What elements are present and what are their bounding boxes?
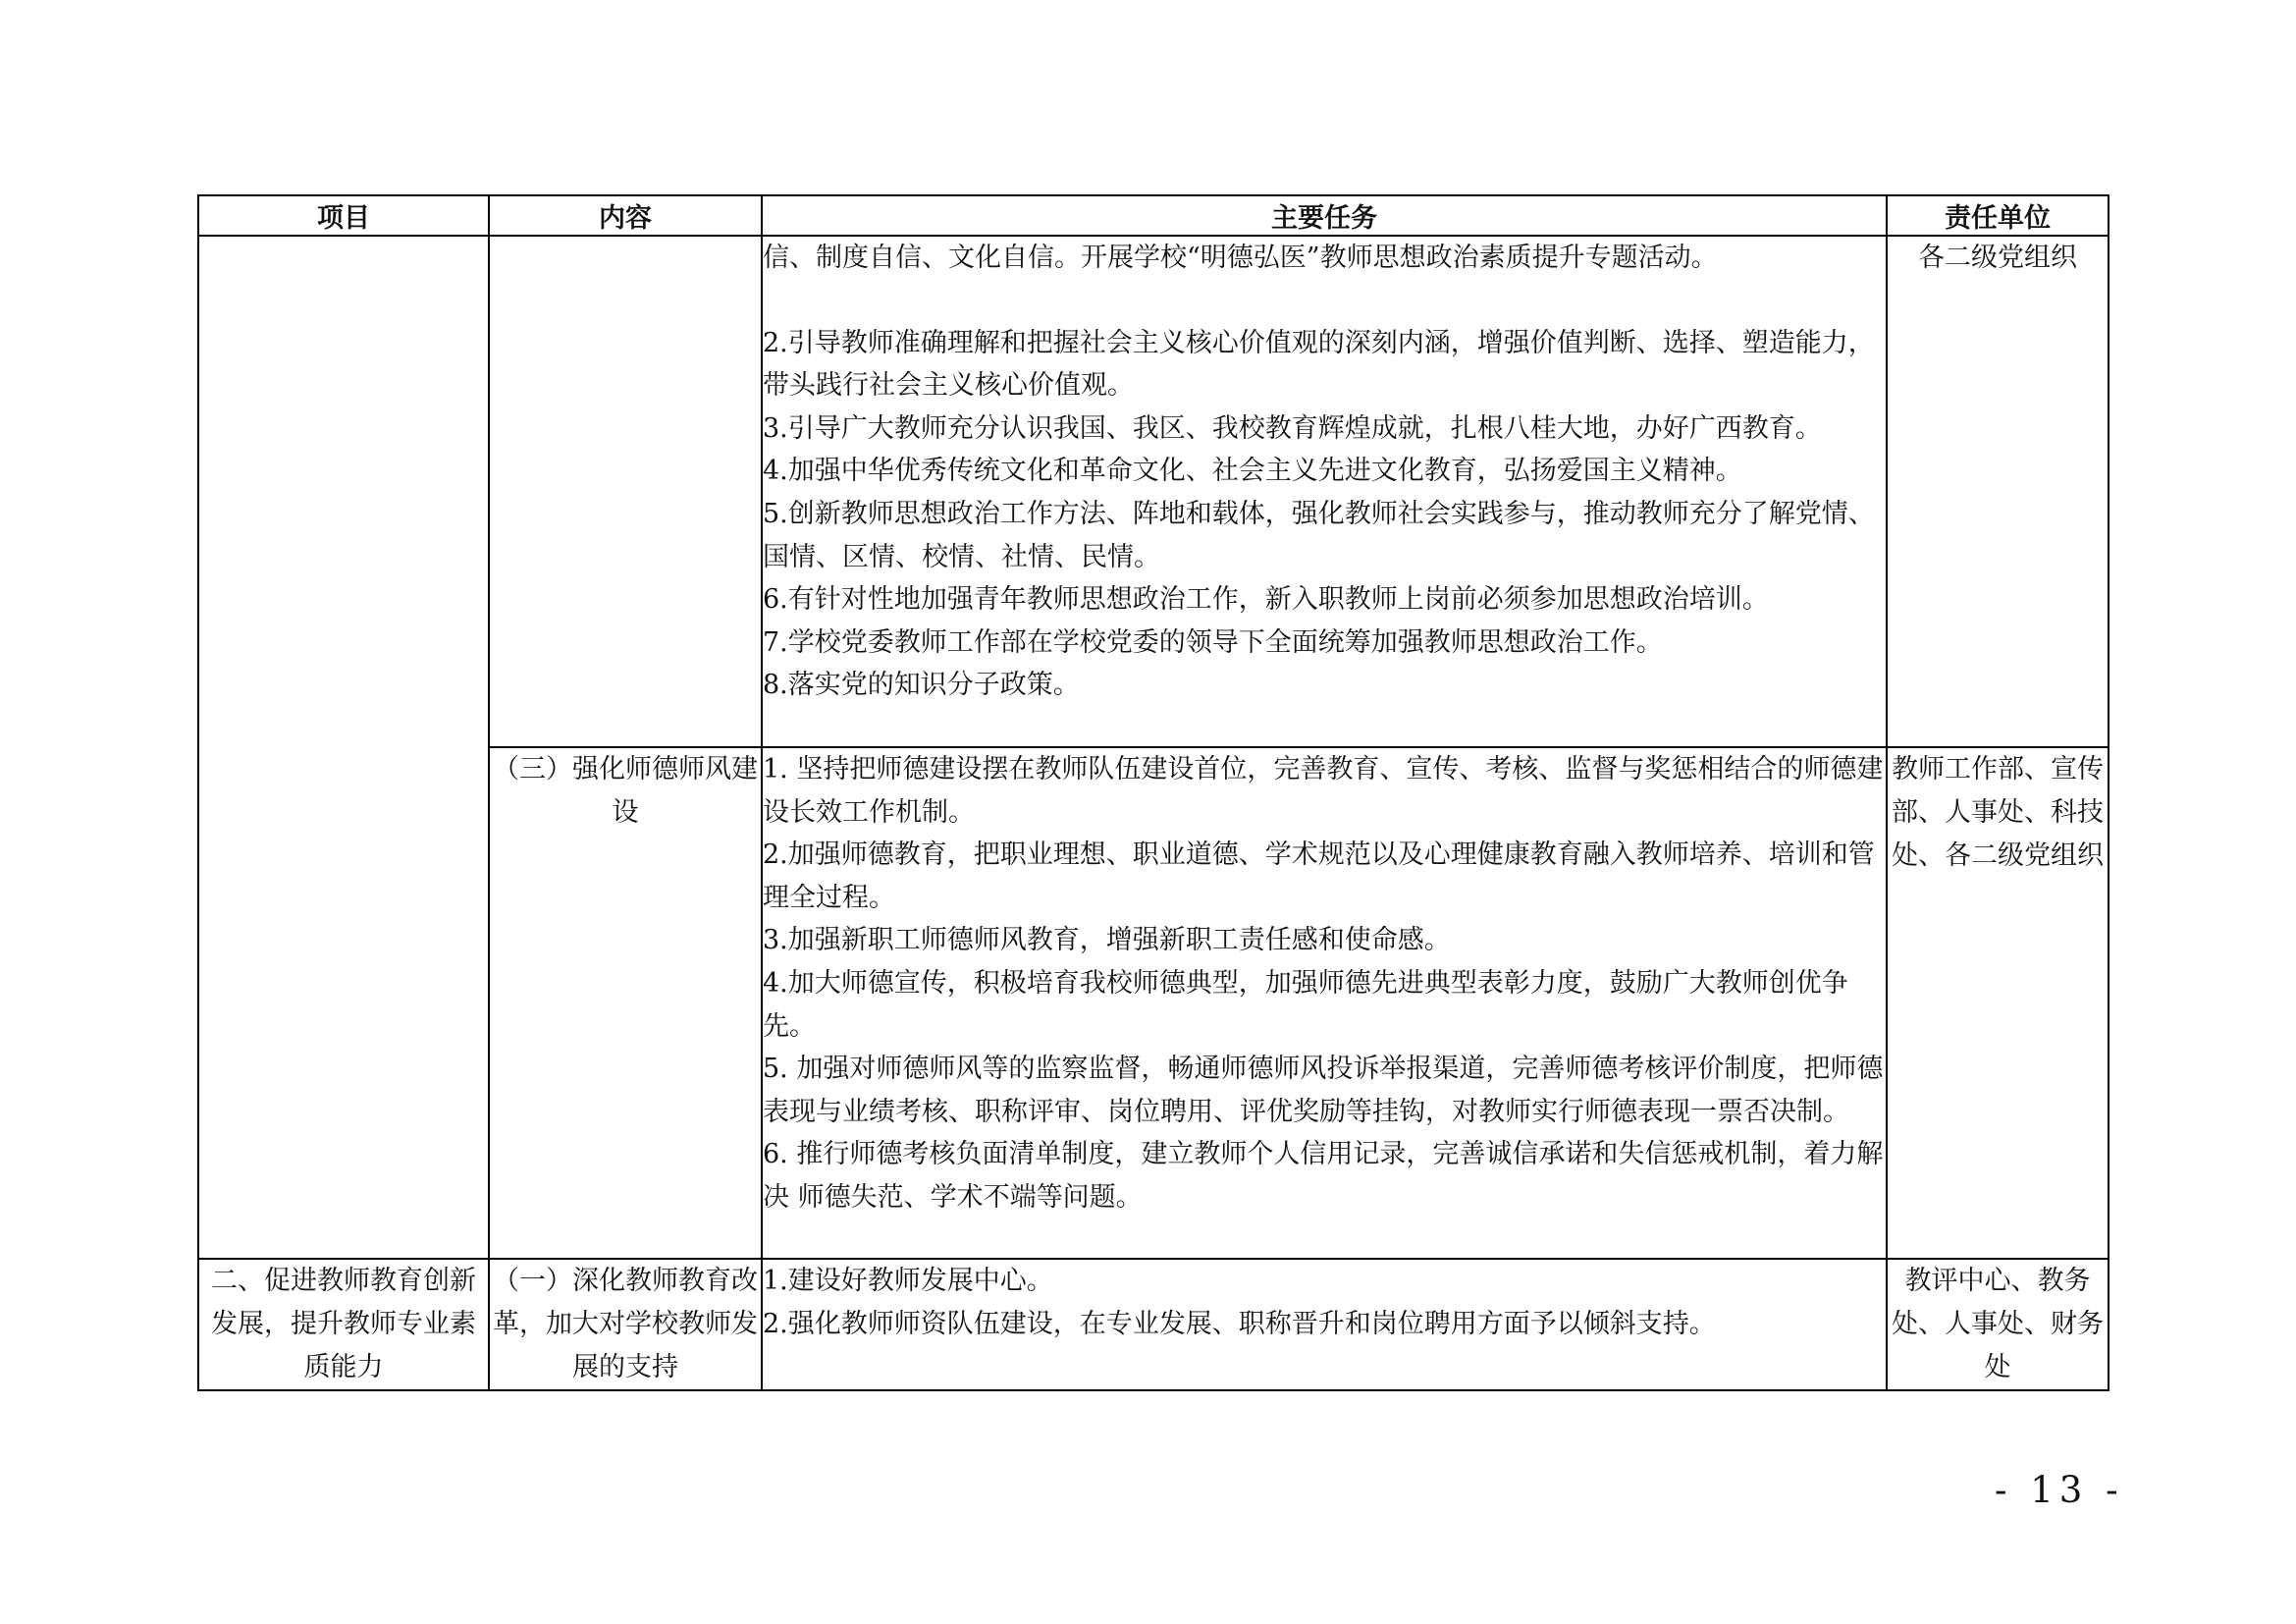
project-cell: 二、促进教师教育创新发展，提升教师专业素质能力 [198, 1259, 489, 1390]
header-row [198, 195, 2109, 236]
task-table [197, 194, 2109, 1391]
task-item: 3.引导广大教师充分认识我国、我区、我校教育辉煌成就，扎根八桂大地，办好广西教育。 [763, 412, 1822, 444]
tasks-cell [762, 1259, 1887, 1390]
unit-cell: 教师工作部、宣传部、人事处、科技处、各二级党组织 [1887, 747, 2109, 1259]
task-item: 1. 坚持把师德建设摆在教师队伍建设首位，完善教育、宣传、考核、监督与奖惩相结合的师德建设长效工作机制。 [763, 754, 1884, 828]
table-row [198, 236, 2109, 747]
content-cell: （一）深化教师教育改革，加大对学校教师发展的支持 [489, 1259, 762, 1390]
task-item: 6. 推行师德考核负面清单制度，建立教师个人信用记录，完善诚信承诺和失信惩戒机制，着力解决 师德失范、学术不端等问题。 [763, 1139, 1884, 1213]
task-item: 信、制度自信、文化自信。开展学校“明德弘医”教师思想政治素质提升专题活动。 [763, 243, 1718, 273]
header-unit: 责任单位 [1887, 195, 2109, 236]
task-item: 5.创新教师思想政治工作方法、阵地和载体，强化教师社会实践参与，推动教师充分了解党情、国情、区情、校情、社情、民情。 [763, 498, 1875, 572]
task-item: 7.学校党委教师工作部在学校党委的领导下全面统筹加强教师思想政治工作。 [763, 626, 1663, 658]
unit-cell: 教评中心、教务处、人事处、财务处 [1887, 1259, 2109, 1390]
task-item: 2.加强师德教育，把职业理想、职业道德、学术规范以及心理健康教育融入教师培养、培训和管理全过程。 [763, 839, 1875, 913]
task-item: 2.强化教师师资队伍建设，在专业发展、职称晋升和岗位聘用方面予以倾斜支持。 [763, 1308, 1716, 1339]
task-item: 4.加大师德宣传，积极培育我校师德典型，加强师德先进典型表彰力度，鼓励广大教师创优争先。 [763, 967, 1848, 1042]
header-tasks: 主要任务 [762, 195, 1887, 236]
task-item: 6.有针对性地加强青年教师思想政治工作，新入职教师上岗前必须参加思想政治培训。 [763, 584, 1769, 616]
content-cell: （三）强化师德师风建设 [489, 747, 762, 1259]
unit-cell: 各二级党组织 [1887, 236, 2109, 747]
task-item: 8.落实党的知识分子政策。 [763, 670, 1080, 701]
spacer [763, 280, 1886, 322]
table-row [198, 1259, 2109, 1390]
task-item: 1.建设好教师发展中心。 [763, 1266, 1053, 1296]
header-project: 项目 [198, 195, 489, 236]
tasks-cell [762, 236, 1887, 747]
content-cell [489, 236, 762, 747]
task-item: 4.加强中华优秀传统文化和革命文化、社会主义先进文化教育，弘扬爱国主义精神。 [763, 456, 1742, 487]
task-item: 5. 加强对师德师风等的监察监督，畅通师德师风投诉举报渠道，完善师德考核评价制度，把师德表现与业绩考核、职称评审、岗位聘用、评优奖励等挂钩，对教师实行师德表现一票否决制。 [763, 1054, 1884, 1127]
page-number: - 13 - [1995, 1469, 2124, 1511]
project-cell [198, 236, 489, 1259]
tasks-cell [762, 747, 1887, 1259]
header-content: 内容 [489, 195, 762, 236]
task-item: 2.引导教师准确理解和把握社会主义核心价值观的深刻内涵，增强价值判断、选择、塑造能力，带头践行社会主义核心价值观。 [763, 327, 1875, 402]
task-item: 3.加强新职工师德师风教育，增强新职工责任感和使命感。 [763, 925, 1451, 956]
